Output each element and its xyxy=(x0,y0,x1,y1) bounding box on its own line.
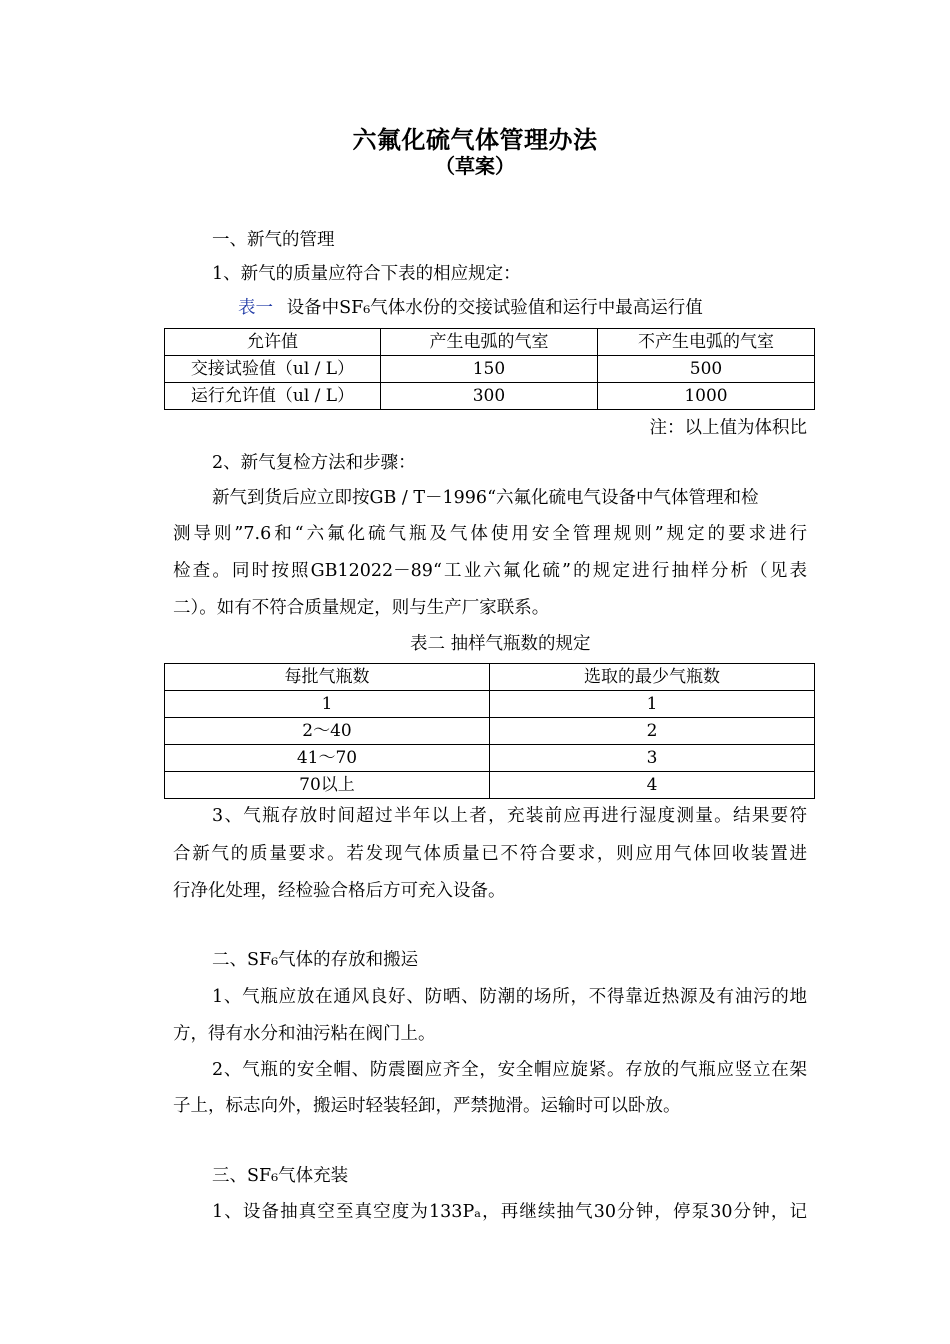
paragraph-line: 1、气瓶应放在通风良好、防晒、防潮的场所，不得靠近热源及有油污的地 xyxy=(212,987,807,1007)
table-header-row xyxy=(165,329,815,356)
table-row xyxy=(165,745,815,772)
section-1-item-2: 2、新气复检方法和步骤： xyxy=(212,453,416,473)
table-cell: 150 xyxy=(380,356,597,383)
table-cell: 1 xyxy=(165,691,490,718)
table-1-caption-label: 表一 xyxy=(238,298,273,318)
table-1-caption xyxy=(238,294,703,319)
table-row xyxy=(165,356,815,383)
table-row xyxy=(165,772,815,799)
table-cell: 4 xyxy=(490,772,815,799)
paragraph-line: 1、设备抽真空至真空度为133Pₐ，再继续抽气30分钟，停泵30分钟，记 xyxy=(212,1202,807,1222)
paragraph-line: 新气到货后应立即按GB / T－1996“六氟化硫电气设备中气体管理和检 xyxy=(212,488,759,508)
table-cell: 运行允许值（ul / L） xyxy=(165,383,381,410)
table-row xyxy=(165,383,815,410)
paragraph-line: 检查。同时按照GB12022－89“工业六氟化硫”的规定进行抽样分析（见表 xyxy=(173,561,807,581)
paragraph-line: 合新气的质量要求。若发现气体质量已不符合要求，则应用气体回收装置进 xyxy=(173,844,807,864)
paragraph-line: 2、气瓶的安全帽、防震圈应齐全，安全帽应旋紧。存放的气瓶应竖立在架 xyxy=(212,1060,807,1080)
table-header-cell: 每批气瓶数 xyxy=(165,664,490,691)
paragraph-line: 行净化处理，经检验合格后方可充入设备。 xyxy=(173,881,506,901)
water-content-table xyxy=(164,328,815,410)
table-cell: 1000 xyxy=(597,383,814,410)
document-subtitle: （草案） xyxy=(435,154,515,178)
table-1-note: 注：以上值为体积比 xyxy=(649,418,807,438)
table-cell: 1 xyxy=(490,691,815,718)
section-2-heading: 二、SF₆气体的存放和搬运 xyxy=(212,950,419,970)
sampling-table xyxy=(164,663,815,799)
document-title: 六氟化硫气体管理办法 xyxy=(352,125,598,154)
table-header-cell: 允许值 xyxy=(165,329,381,356)
table-row xyxy=(165,718,815,745)
table-row xyxy=(165,691,815,718)
table-1-caption-text: 设备中SF₆气体水份的交接试验值和运行中最高运行值 xyxy=(286,298,703,318)
section-1-item-1: 1、新气的质量应符合下表的相应规定： xyxy=(212,264,521,284)
table-cell: 500 xyxy=(597,356,814,383)
paragraph-line: 3、气瓶存放时间超过半年以上者，充装前应再进行湿度测量。结果要符 xyxy=(212,806,807,826)
table-cell: 2～40 xyxy=(165,718,490,745)
table-header-cell: 不产生电弧的气室 xyxy=(597,329,814,356)
section-3-heading: 三、SF₆气体充装 xyxy=(212,1166,349,1186)
table-header-cell: 产生电弧的气室 xyxy=(380,329,597,356)
paragraph-line: 测导则”7.6和“六氟化硫气瓶及气体使用安全管理规则”规定的要求进行 xyxy=(173,524,807,544)
table-cell: 300 xyxy=(380,383,597,410)
table-cell: 2 xyxy=(490,718,815,745)
table-header-cell: 选取的最少气瓶数 xyxy=(490,664,815,691)
table-2-caption: 表二 抽样气瓶数的规定 xyxy=(410,634,591,654)
paragraph-line: 子上，标志向外，搬运时轻装轻卸，严禁抛滑。运输时可以卧放。 xyxy=(173,1096,681,1116)
paragraph-line: 方，得有水分和油污粘在阀门上。 xyxy=(173,1024,436,1044)
paragraph-line: 二）。如有不符合质量规定，则与生产厂家联系。 xyxy=(173,598,550,618)
table-cell: 41～70 xyxy=(165,745,490,772)
table-header-row xyxy=(165,664,815,691)
table-cell: 3 xyxy=(490,745,815,772)
table-cell: 70以上 xyxy=(165,772,490,799)
section-1-heading: 一、新气的管理 xyxy=(212,230,335,250)
table-cell: 交接试验值（ul / L） xyxy=(165,356,381,383)
